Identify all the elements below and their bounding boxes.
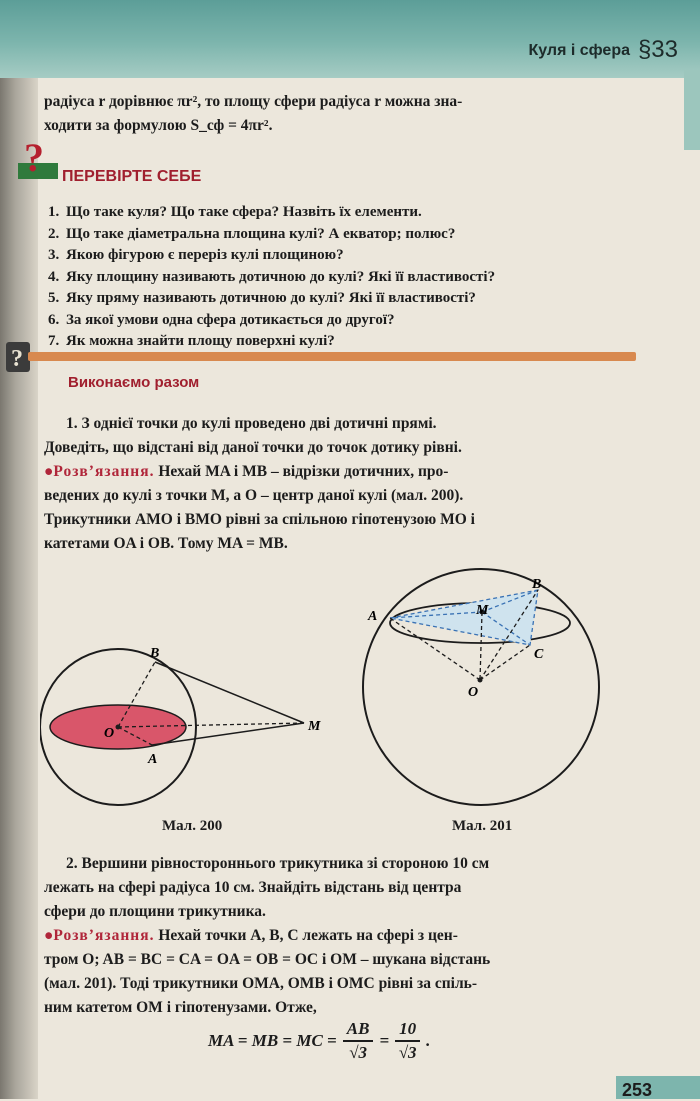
label-O: O: [468, 685, 479, 700]
solution2-line-1: ●Розв’язання. Нехай точки A, B, C лежать на сфері з цен-: [44, 927, 458, 944]
task1-line-1: 1. З однієї точки до кулі проведено дві дотичні прямі.: [66, 415, 437, 432]
section-number: §33: [637, 36, 678, 63]
solution1-line-1: ●Розв’язання. Нехай MA і MB – відрізки дотичних, про-: [44, 463, 449, 480]
figure-200-caption: Мал. 200: [162, 818, 223, 834]
svg-text:?: ?: [11, 346, 23, 372]
label-M: M: [308, 719, 321, 734]
list-item: 4. Яку площину називають дотичною до кулі? Які її властивості?: [48, 268, 496, 285]
question-list: [48, 202, 495, 353]
figure-200: [40, 635, 340, 815]
intro-line-2: ходити за формулою S_сф = 4πr².: [44, 117, 273, 134]
side-tab: [684, 70, 700, 150]
figure-201: [360, 560, 620, 818]
svg-text:?: ?: [24, 135, 44, 180]
together-heading: Виконаємо разом: [68, 374, 200, 391]
task1-line-2: Доведіть, що відстані від даної точки до точок дотику рівні.: [44, 439, 462, 456]
label-A: A: [148, 752, 158, 767]
label-O: O: [104, 726, 115, 741]
list-item: 3. Якою фігурою є переріз кулі площиною?: [48, 247, 344, 263]
label-C: C: [534, 647, 544, 662]
task2-line-3: сфери до площини трикутника.: [44, 903, 266, 920]
label-B: B: [150, 646, 160, 661]
list-item: 5. Яку пряму називають дотичною до кулі? Які її властивості?: [48, 290, 476, 306]
page-number: 253: [621, 1080, 652, 1100]
question-book-icon: [14, 135, 64, 185]
task2-line-1: 2. Вершини рівностороннього трикутника зі стороною 10 см: [66, 855, 490, 872]
task2-line-2: лежать на сфері радіуса 10 см. Знайдіть відстань від центра: [44, 879, 462, 896]
check-heading: ПЕРЕВІРТЕ СЕБЕ: [62, 168, 202, 185]
solution2-line-3: (мал. 201). Тоді трикутники OMA, OMB і OMC рівні за спіль-: [44, 975, 478, 992]
solution2-line-4: ним катетом OM і гіпотенузами. Отже,: [44, 999, 317, 1016]
list-item: 7. Як можна знайти площу поверхні кулі?: [48, 333, 335, 349]
solution1-line-2: ведених до кулі з точки M, а O – центр даної кулі (мал. 200).: [44, 487, 464, 504]
page-header: [0, 0, 700, 78]
list-item: 1. Що таке куля? Що таке сфера? Назвіть їх елементи.: [48, 204, 422, 220]
solution2-line-2: тром O; AB = BC = CA = OA = OB = OC і OM – шукана відстань: [44, 951, 491, 968]
solution1-line-4: катетами OA і OB. Тому MA = MB.: [44, 535, 288, 552]
list-item: 2. Що таке діаметральна площина кулі? А екватор; полюс?: [48, 225, 456, 242]
intro-line-1: радіуса r дорівнює πr², то площу сфери радіуса r можна зна-: [44, 93, 463, 110]
result-formula: MA = MB = MC = $\frac{AB}{√3}$ = $\frac{10}{√3}$ .: [208, 1019, 431, 1062]
solution1-line-3: Трикутники AMO і BMO рівні за спільною гіпотенузою MO і: [44, 511, 475, 528]
figure-201-caption: Мал. 201: [452, 818, 513, 834]
label-M: M: [476, 603, 489, 618]
header-title: Куля і сфера: [528, 42, 630, 59]
label-B: B: [532, 577, 542, 592]
section-divider: [28, 352, 636, 361]
label-A: A: [368, 609, 378, 624]
list-item: 6. За якої умови одна сфера дотикається до другої?: [48, 311, 395, 328]
